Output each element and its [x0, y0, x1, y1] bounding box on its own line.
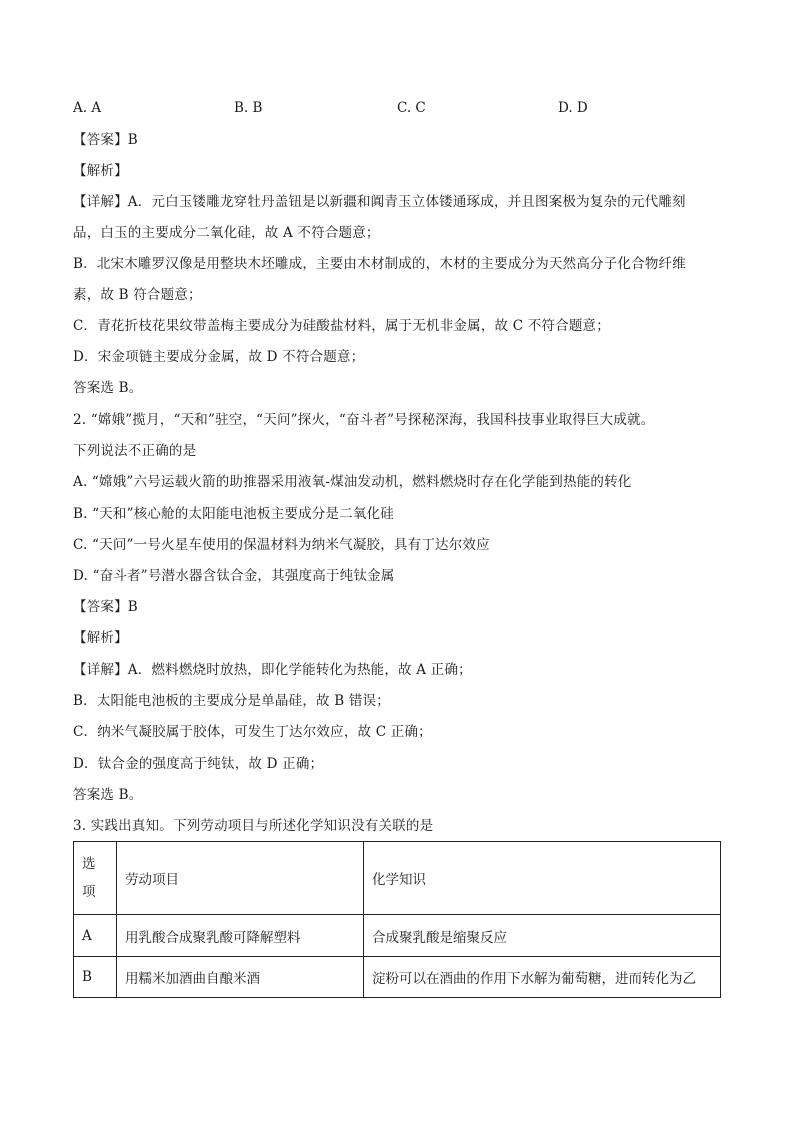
- table-cell-option: A: [74, 915, 117, 957]
- analysis-label: 【解析】: [73, 163, 128, 179]
- answer-label: 【答案】B: [73, 599, 138, 615]
- question-2-option-d: D. “奋斗者”号潜水器含钛合金，其强度高于纯钛金属: [73, 568, 395, 584]
- explanation-line: 素，故 B 符合题意；: [73, 287, 202, 303]
- explanation-line: D．宋金项链主要成分金属，故 D 不符合题意；: [73, 349, 365, 365]
- explanation-line: 品，白玉的主要成分二氧化硅，故 A 不符合题意；: [73, 225, 380, 241]
- answer-choice: 答案选 B。: [73, 787, 143, 803]
- question-2-option-c: C. “天问”一号火星车使用的保温材料为纳米气凝胶，具有丁达尔效应: [73, 537, 490, 553]
- explanation-line: B．北宋木雕罗汉像是用整块木坯雕成，主要由木材制成的，木材的主要成分为天然高分子化合物纤维: [73, 256, 686, 272]
- question-2-stem: 2. “嫦娥”揽月，“天和”驻空，“天问”探火，“奋斗者”号探秘深海，我国科技事业取得巨大成就。: [73, 412, 655, 428]
- explanation-line: B．太阳能电池板的主要成分是单晶硅，故 B 错误；: [73, 693, 390, 709]
- question-2-stem: 下列说法不正确的是: [73, 443, 197, 459]
- table-cell-option: B: [74, 957, 117, 998]
- table-header-option: 选 项: [74, 842, 117, 915]
- explanation-line: 【详解】A．燃料燃烧时放热，即化学能转化为热能，故 A 正确；: [73, 662, 472, 678]
- table-cell-knowledge: 淀粉可以在酒曲的作用下水解为葡萄糖，进而转化为乙: [364, 957, 721, 998]
- table-cell-item: 用乳酸合成聚乳酸可降解塑料: [117, 915, 364, 957]
- table-cell-item: 用糯米加酒曲自酿米酒: [117, 957, 364, 998]
- question-2-option-b: B. “天和”核心舱的太阳能电池板主要成分是二氧化硅: [73, 506, 395, 522]
- table-row: [74, 915, 721, 957]
- explanation-line: C．青花折枝花果纹带盖梅主要成分为硅酸盐材料，属于无机非金属，故 C 不符合题意；: [73, 318, 610, 334]
- table-header-item: 劳动项目: [117, 842, 364, 915]
- question-3-table: [73, 841, 721, 998]
- option-c: C. C: [397, 100, 426, 116]
- option-d: D. D: [558, 100, 588, 116]
- explanation-line: 【详解】A．元白玉镂雕龙穿牡丹盖钮是以新疆和阗青玉立体镂通琢成，并且图案极为复杂的元代雕刻: [73, 194, 686, 210]
- answer-label: 【答案】B: [73, 132, 138, 148]
- option-a: A. A: [73, 100, 102, 116]
- table-row: [74, 957, 721, 998]
- question-3-stem: 3. 实践出真知。下列劳动项目与所述化学知识没有关联的是: [73, 818, 434, 834]
- question-2-option-a: A. “嫦娥”六号运载火箭的助推器采用液氧-煤油发动机，燃料燃烧时存在化学能到热能的转化: [73, 474, 632, 490]
- explanation-line: D．钛合金的强度高于纯钛，故 D 正确；: [73, 756, 324, 772]
- table-cell-knowledge: 合成聚乳酸是缩聚反应: [364, 915, 721, 957]
- explanation-line: C．纳米气凝胶属于胶体，可发生丁达尔效应，故 C 正确；: [73, 724, 432, 740]
- analysis-label: 【解析】: [73, 630, 128, 646]
- option-b: B. B: [234, 100, 263, 116]
- table-header-knowledge: 化学知识: [364, 842, 721, 915]
- answer-choice: 答案选 B。: [73, 380, 143, 396]
- table-header-row: [74, 842, 721, 915]
